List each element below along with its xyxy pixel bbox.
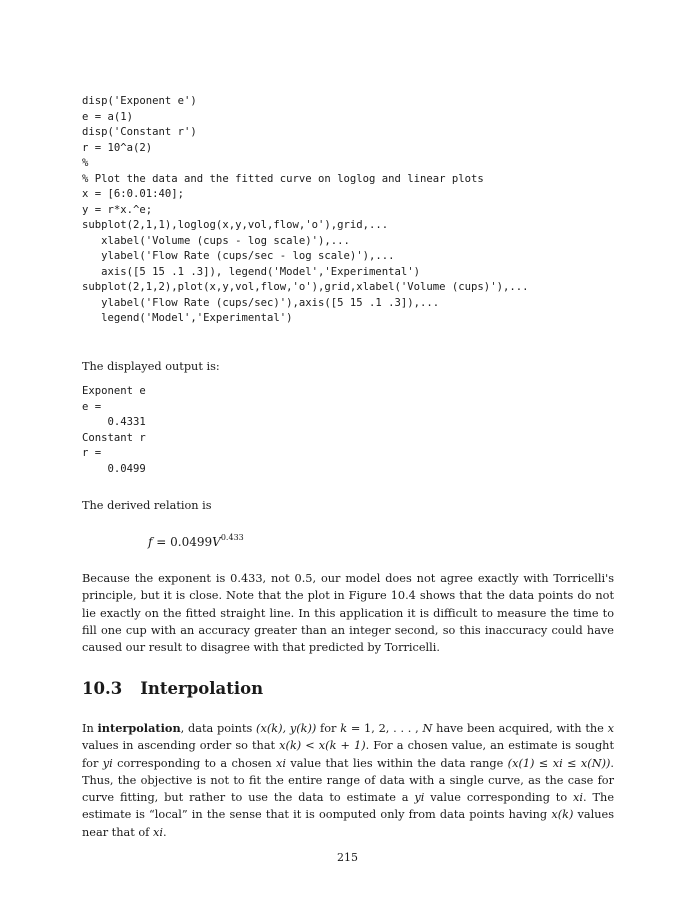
- code-line: % Plot the data and the fitted curve on loglog and linear plots: [82, 172, 484, 185]
- equation-equals: =: [156, 535, 167, 549]
- output-intro-text: The displayed output is:: [82, 360, 220, 373]
- code-line: legend('Model','Experimental'): [82, 312, 293, 324]
- code-line: axis([5 15 .1 .3]), legend('Model','Experimental'): [82, 265, 421, 278]
- code-line: subplot(2,1,2),plot(x,y,vol,flow,'o'),grid,xlabel('Volume (cups)'),...: [82, 281, 529, 293]
- section-number: 10.3: [82, 679, 123, 698]
- equation-lhs: f: [148, 535, 153, 549]
- code-line: subplot(2,1,1),loglog(x,y,vol,flow,'o'),grid,...: [82, 219, 389, 231]
- derived-relation-intro: The derived relation is: [82, 499, 212, 512]
- text-run: value corresponding to: [424, 791, 574, 805]
- output-line: r =: [82, 447, 102, 459]
- section-heading: [82, 679, 263, 698]
- text-run: corresponding to a chosen: [112, 756, 277, 770]
- code-line: ylabel('Flow Rate (cups/sec - log scale)'),...: [82, 250, 395, 262]
- output-line: Exponent e: [82, 385, 146, 397]
- text-run: value that lies within the data range: [286, 756, 508, 770]
- code-line: r = 10^a(2): [82, 141, 153, 154]
- math-run: k: [340, 722, 348, 735]
- math-run: xi: [152, 825, 163, 839]
- text-run: In: [82, 722, 98, 735]
- displayed-output-block: [82, 384, 146, 477]
- math-run: (x(1) ≤ xi ≤ x(N)): [507, 756, 611, 770]
- output-line: 0.0499: [82, 462, 146, 475]
- equation-coefficient: 0.0499: [170, 535, 213, 549]
- text-run: have been acquired, with the: [432, 722, 608, 735]
- code-line: disp('Constant r'): [82, 126, 197, 138]
- code-line: y = r*x.^e;: [82, 203, 153, 216]
- code-line: ylabel('Flow Rate (cups/sec)'),axis([5 15 .1 .3]),...: [82, 296, 440, 309]
- text-run: values in ascending order so that: [82, 739, 280, 753]
- math-run: xi: [573, 791, 584, 805]
- section-title: Interpolation: [140, 679, 264, 698]
- code-line: e = a(1): [82, 110, 134, 123]
- derived-equation: [148, 533, 244, 549]
- text-run: , data points: [180, 722, 257, 735]
- text-run: = 1, 2, . . . ,: [347, 722, 423, 735]
- interpolation-paragraph: [82, 720, 614, 841]
- text-run: for: [316, 722, 341, 735]
- math-run: xi: [276, 756, 287, 770]
- text-run: . The estimate is “local” in the sense that it is oomputed only from data points having: [82, 791, 614, 822]
- math-run: N: [422, 722, 433, 735]
- text-run: .: [162, 825, 167, 839]
- discussion-paragraph: Because the exponent is 0.433, not 0.5, our model does not agree exactly with Torricelli's principle, but it is close. Note that the plot in Figure 10.4 shows that the data points do not lie exactly on the fitted straight line. In this application it is difficult to measure the time to fill one cup with an accuracy greater than an integer second, so this inaccuracy could have caused our result to disagree with that predicted by Torricelli.: [82, 572, 614, 655]
- output-line: Constant r: [82, 431, 146, 444]
- math-run: yi: [414, 791, 425, 805]
- code-line: x = [6:0.01:40];: [82, 188, 185, 200]
- math-run: x: [607, 722, 614, 735]
- math-run: (x(k), y(k)): [256, 722, 317, 735]
- text-run: . For a chosen value, an estimate is sought for: [82, 739, 615, 770]
- code-line: %: [82, 157, 89, 169]
- text-run: . Thus, the objective is not to fit the entire range of data with a single curve, as the case for curve fitting, but rather to use the data to estimate a: [82, 756, 614, 805]
- equation-variable: V: [212, 535, 221, 549]
- output-line: 0.4331: [82, 416, 146, 428]
- code-line: disp('Exponent e'): [82, 95, 197, 107]
- math-run: x(k) < x(k + 1): [279, 739, 366, 753]
- math-run: yi: [102, 756, 113, 770]
- equation-exponent: 0.433: [220, 533, 244, 542]
- text-run: values near that of: [82, 808, 614, 839]
- math-run: x(k): [551, 808, 574, 822]
- output-line: e =: [82, 400, 102, 413]
- matlab-code-block: [82, 94, 528, 327]
- interpolation-term: interpolation: [97, 721, 181, 735]
- code-line: xlabel('Volume (cups - log scale)'),...: [82, 234, 350, 247]
- page-number: 215: [337, 851, 358, 864]
